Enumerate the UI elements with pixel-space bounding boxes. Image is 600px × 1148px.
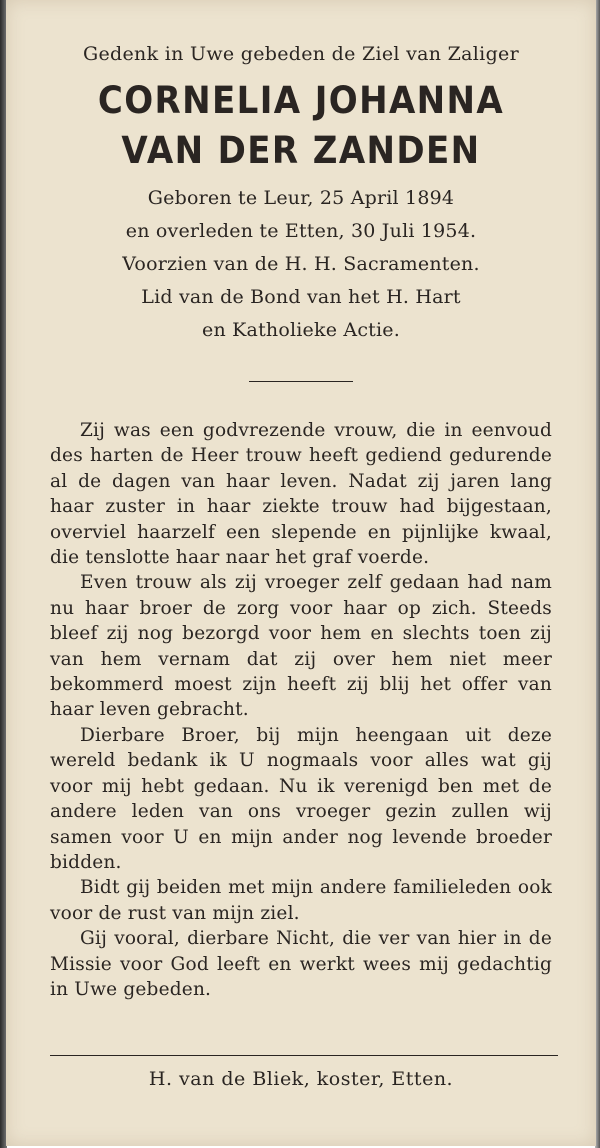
paragraph-4: Bidt gij beiden met mijn andere familieleden ook voor de rust van mijn ziel.	[50, 877, 552, 924]
deceased-name-line-1: CORNELIA JOHANNA	[97, 79, 505, 122]
paragraph-5: Gij vooral, dierbare Nicht, die ver van hier in de Missie voor God leeft en werkt wees mij gedachtig in Uwe gebeden.	[50, 928, 552, 1000]
intro-line: Gedenk in Uwe gebeden de Ziel van Zaliger	[83, 43, 519, 65]
life-details	[6, 182, 596, 347]
birth-line: Geboren te Leur, 25 April 1894	[147, 187, 455, 209]
memorial-card	[6, 0, 596, 1146]
sacraments-line: Voorzien van de H. H. Sacramenten.	[122, 253, 480, 275]
deceased-name-line-2: VAN DER ZANDEN	[121, 129, 481, 172]
paragraph-3: Dierbare Broer, bij mijn heengaan uit deze wereld bedank ik U nogmaals voor alles wat gij voor mij hebt gedaan. Nu ik verenigd ben met de andere leden van ons vroeger gezin zullen wij samen voor U en mijn ander nog levende broeder bidden.	[50, 724, 552, 873]
card-header	[6, 40, 596, 347]
printer-credit: H. van de Bliek, koster, Etten.	[148, 1068, 454, 1090]
memorial-text	[50, 418, 552, 1002]
membership-line: Lid van de Bond van het H. Hart	[141, 286, 461, 308]
footer-divider	[50, 1055, 558, 1056]
paragraph-2: Even trouw als zij vroeger zelf gedaan had nam nu haar broer de zorg voor haar op zich. Steeds bleef zij nog bezorgd voor hem en slechts toen zij van hem vernam dat zij over hem niet meer bekommerd moest zijn heeft zij blij het offer van haar leven gebracht.	[50, 572, 552, 721]
deceased-name	[30, 76, 573, 176]
section-divider	[249, 381, 353, 382]
paragraph-1: Zij was een godvrezende vrouw, die in eenvoud des harten de Heer trouw heeft gediend gedurende al de dagen van haar leven. Nadat zij jaren lang haar zuster in haar ziekte trouw had bijgestaan, overviel haarzelf een slepende en pijnlijke kwaal, die tenslotte haar naar het graf voerde.	[50, 420, 552, 569]
death-line: en overleden te Etten, 30 Juli 1954.	[125, 220, 477, 242]
catholic-action-line: en Katholieke Actie.	[202, 319, 400, 341]
